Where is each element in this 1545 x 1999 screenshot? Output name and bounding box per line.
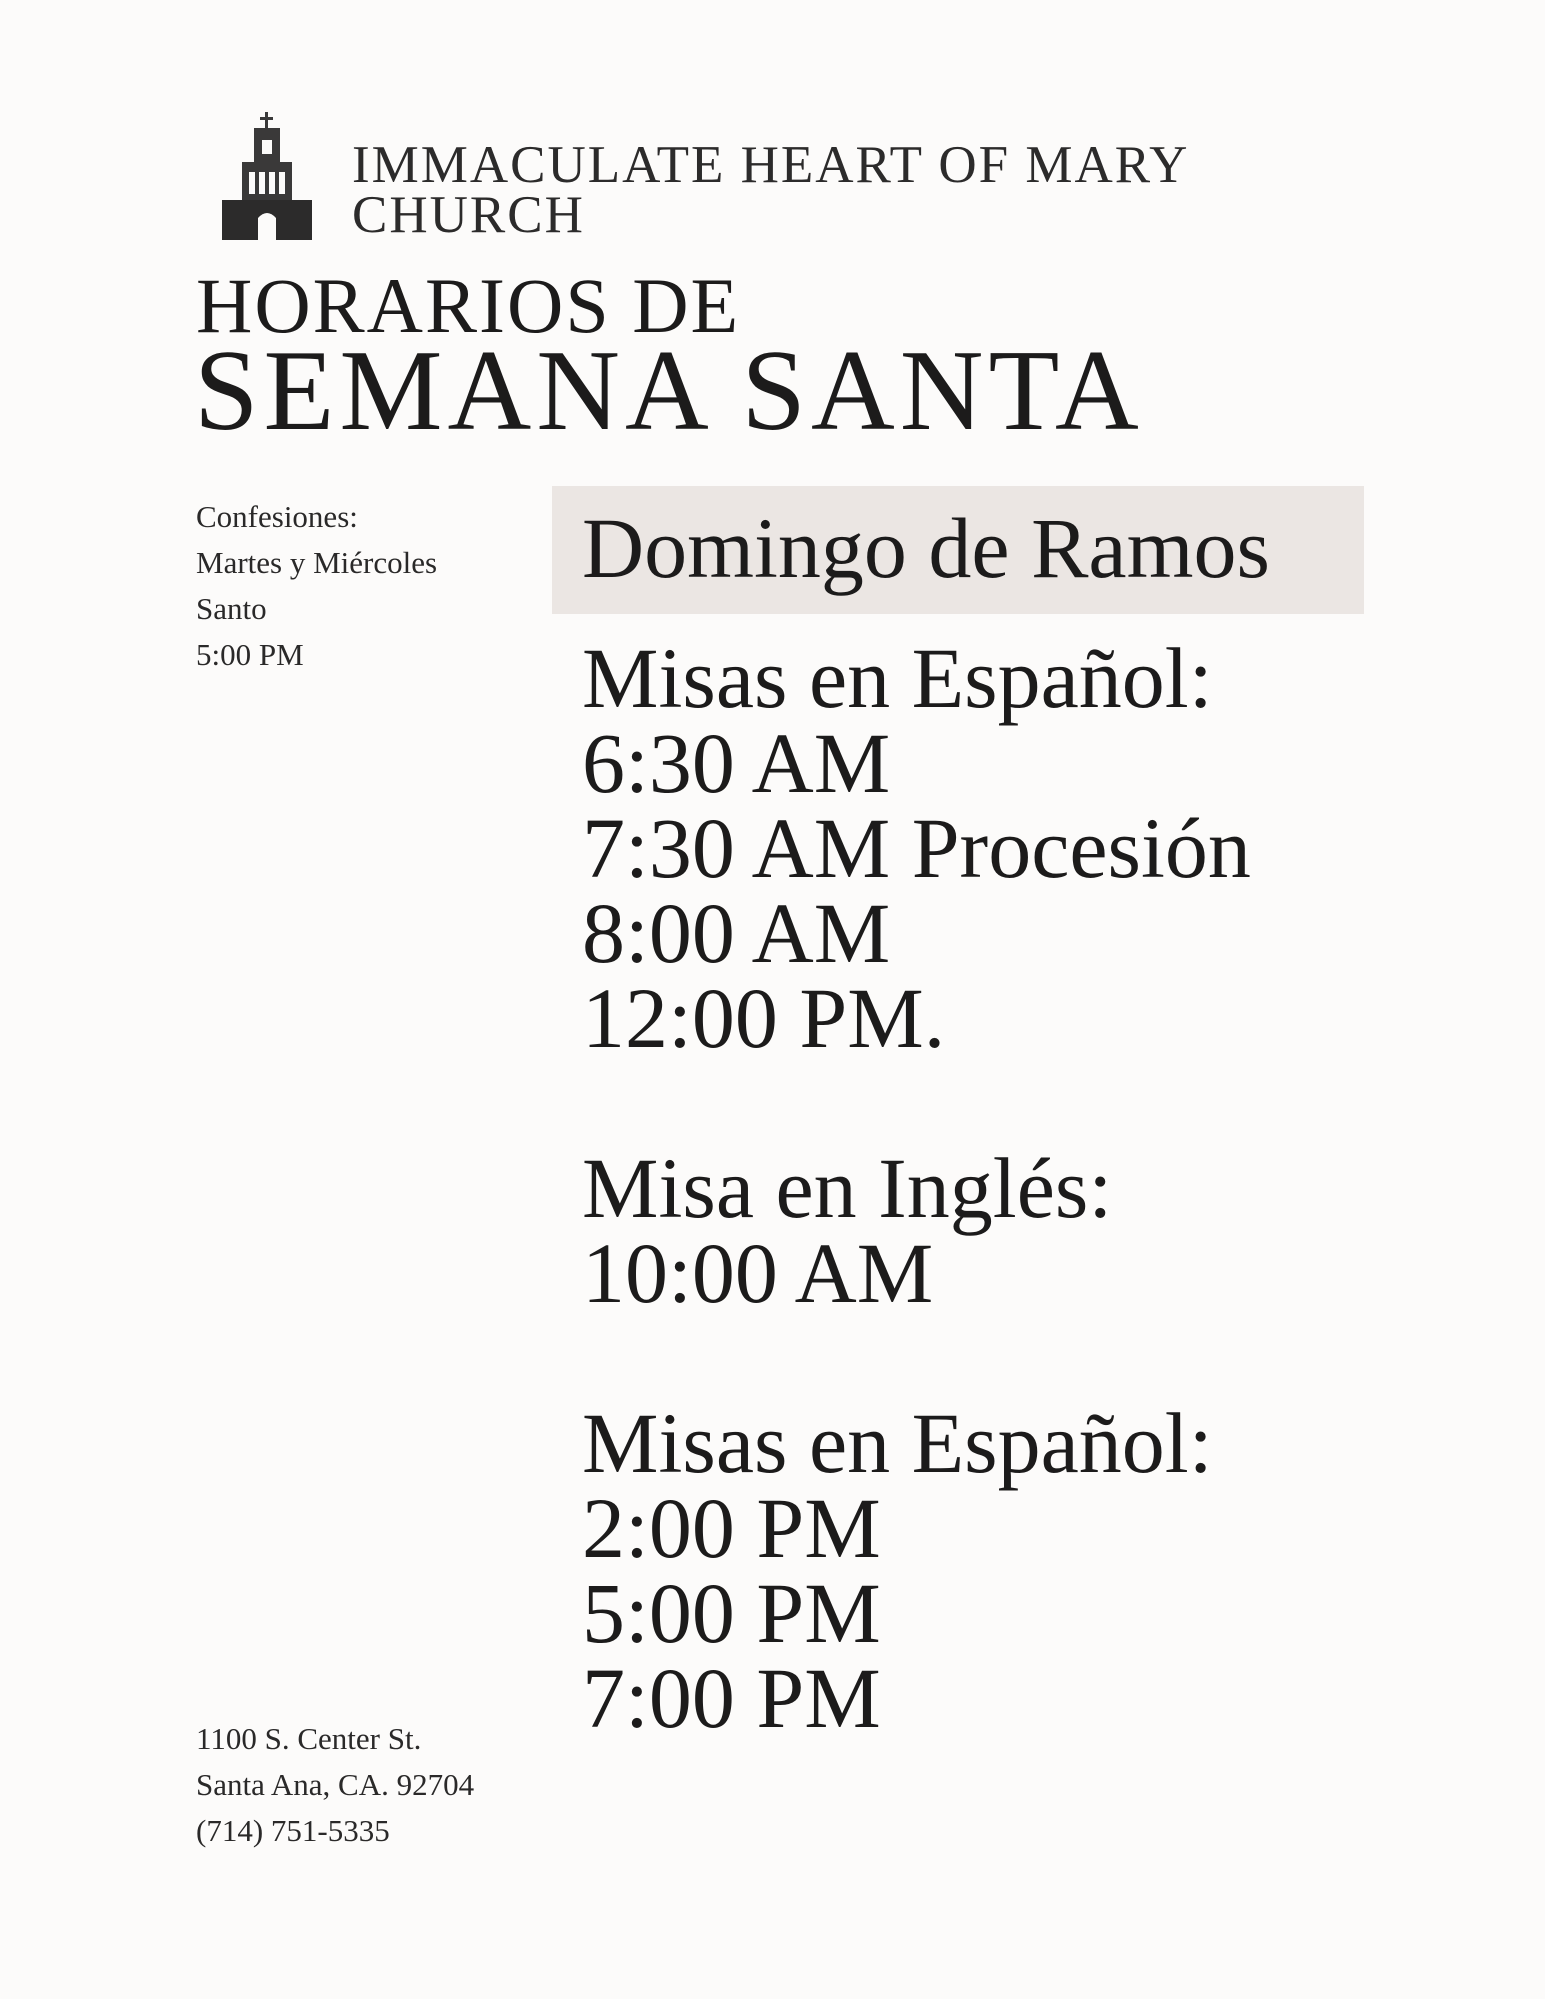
schedule-group: [582, 1395, 1251, 1746]
day-banner: [552, 486, 1364, 614]
church-name-line: IMMACULATE HEART OF MARY: [352, 136, 1190, 194]
address-line: 1100 S. Center St.: [196, 1721, 422, 1756]
church-name-line: CHURCH: [352, 186, 585, 244]
schedule-heading: Misas en Español:: [582, 630, 1213, 726]
confessions-line: 5:00 PM: [196, 637, 304, 672]
church-icon: [222, 112, 312, 240]
confessions-line: Martes y Miércoles: [196, 545, 438, 580]
confessions-info: [196, 494, 437, 678]
schedule-time: 8:00 AM: [582, 885, 891, 981]
phone-number: (714) 751-5335: [196, 1813, 390, 1848]
mass-schedule: [582, 630, 1251, 1746]
address-block: [196, 1716, 474, 1854]
schedule-time: 10:00 AM: [582, 1225, 934, 1321]
schedule-heading: Misas en Español:: [582, 1395, 1213, 1491]
schedule-time: 2:00 PM: [582, 1480, 881, 1576]
day-label: Domingo de Ramos: [582, 500, 1270, 596]
schedule-group: [582, 630, 1251, 1066]
schedule-time: 5:00 PM: [582, 1565, 881, 1661]
page-title-line1: HORARIOS DE: [196, 262, 741, 349]
schedule-group: [582, 1140, 1251, 1321]
church-name: [352, 136, 1190, 244]
schedule-time: 12:00 PM.: [582, 970, 946, 1066]
schedule-time: 6:30 AM: [582, 715, 891, 811]
address-line: Santa Ana, CA. 92704: [196, 1767, 475, 1802]
page-title-line2: SEMANA SANTA: [194, 327, 1144, 455]
confessions-line: Confesiones:: [196, 499, 358, 534]
schedule-time: 7:00 PM: [582, 1650, 881, 1746]
schedule-time: 7:30 AM Procesión: [582, 800, 1251, 896]
schedule-heading: Misa en Inglés:: [582, 1140, 1113, 1236]
confessions-line: Santo: [196, 591, 267, 626]
